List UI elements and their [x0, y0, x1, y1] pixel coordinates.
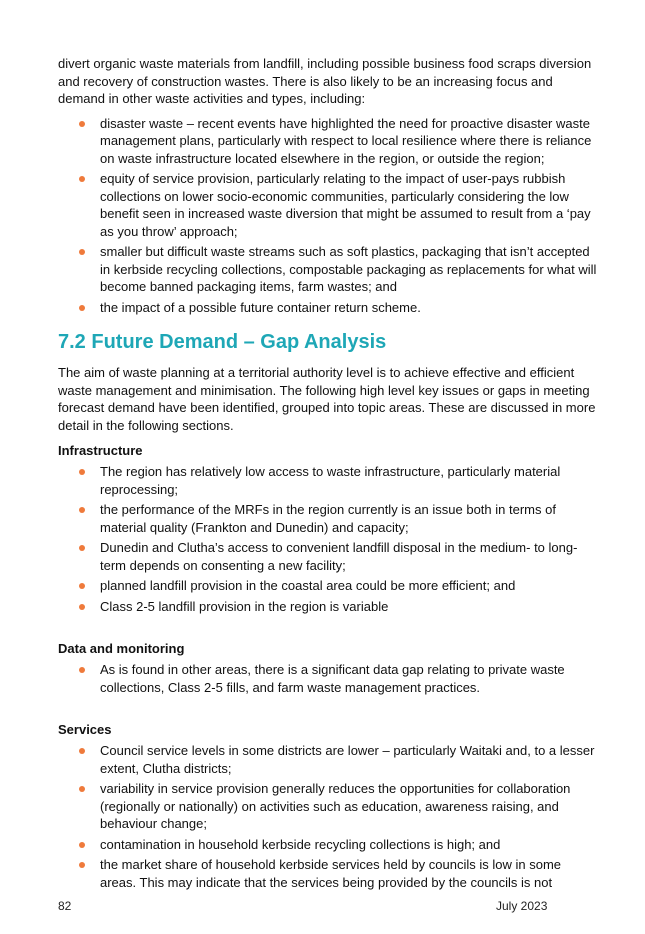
- infrastructure-heading: Infrastructure: [58, 443, 143, 458]
- infrastructure-list: [58, 463, 598, 615]
- section-heading: 7.2 Future Demand – Gap Analysis: [58, 331, 387, 353]
- bullet-icon: [79, 604, 85, 610]
- data-monitoring-list: [58, 661, 598, 696]
- bullet-icon: [79, 305, 85, 311]
- list-item: Dunedin and Clutha’s access to convenient landfill disposal in the medium- to long-term depends on consenting a new facility;: [58, 539, 598, 574]
- bullet-icon: [79, 545, 85, 551]
- list-item: the performance of the MRFs in the region currently is an issue both in terms of material quality (Frankton and Dunedin) and capacity;: [58, 501, 598, 536]
- list-item: planned landfill provision in the coastal area could be more efficient; and: [58, 577, 598, 595]
- bullet-icon: [79, 469, 85, 475]
- intro-paragraph: divert organic waste materials from landfill, including possible business food scraps diversion and recovery of construction wastes. There is also likely to be an increasing focus and demand in other waste activities and types, including:: [58, 56, 592, 106]
- bullet-icon: [79, 748, 85, 754]
- list-item: the market share of household kerbside services held by councils is low in some areas. This may indicate that the services being provided by the councils is not: [58, 856, 598, 891]
- bullet-icon: [79, 667, 85, 673]
- bullet-icon: [79, 249, 85, 255]
- bullet-icon: [79, 121, 85, 127]
- list-item: the impact of a possible future container return scheme.: [58, 299, 598, 317]
- bullet-icon: [79, 842, 85, 848]
- list-item: Council service levels in some districts are lower – particularly Waitaki and, to a lesser extent, Clutha districts;: [58, 742, 598, 777]
- services-list: [58, 742, 598, 891]
- page-number: 82: [58, 899, 72, 913]
- section-intro-paragraph: The aim of waste planning at a territorial authority level is to achieve effective and efficient waste management and minimisation. The following high level key issues or gaps in meeting forecast demand have been identified, grouped into topic areas. These are discussed in more detail in the following sections.: [58, 365, 596, 433]
- spacer: [58, 618, 598, 632]
- services-heading: Services: [58, 722, 112, 737]
- intro-bullet-list: [58, 115, 598, 317]
- list-item: contamination in household kerbside recycling collections is high; and: [58, 836, 598, 854]
- list-item: The region has relatively low access to waste infrastructure, particularly material reprocessing;: [58, 463, 598, 498]
- list-item: Class 2-5 landfill provision in the region is variable: [58, 598, 598, 616]
- list-item: equity of service provision, particularly relating to the impact of user-pays rubbish collections on lower socio-economic communities, particularly considering the low benefit seen in increased waste diversion that might be assumed to result from a ‘pay as you throw’ approach;: [58, 170, 598, 240]
- data-monitoring-heading: Data and monitoring: [58, 641, 185, 656]
- bullet-icon: [79, 862, 85, 868]
- footer-date: July 2023: [496, 899, 548, 913]
- list-item: disaster waste – recent events have highlighted the need for proactive disaster waste management plans, particularly with respect to local resilience where there is reliance on waste infrastructure located elsewhere in the region, or outside the region;: [58, 115, 598, 168]
- bullet-icon: [79, 583, 85, 589]
- list-item: variability in service provision generally reduces the opportunities for collaboration (regionally or nationally) on activities such as education, awareness raising, and behaviour change;: [58, 780, 598, 833]
- spacer: [58, 699, 598, 713]
- list-item: As is found in other areas, there is a significant data gap relating to private waste collections, Class 2-5 fills, and farm waste management practices.: [58, 661, 598, 696]
- bullet-icon: [79, 176, 85, 182]
- bullet-icon: [79, 507, 85, 513]
- list-item: smaller but difficult waste streams such as soft plastics, packaging that isn’t accepted in kerbside recycling collections, compostable packaging as replacements for what will become banned packaging items, farm wastes; and: [58, 243, 598, 296]
- bullet-icon: [79, 786, 85, 792]
- document-page: [58, 55, 598, 894]
